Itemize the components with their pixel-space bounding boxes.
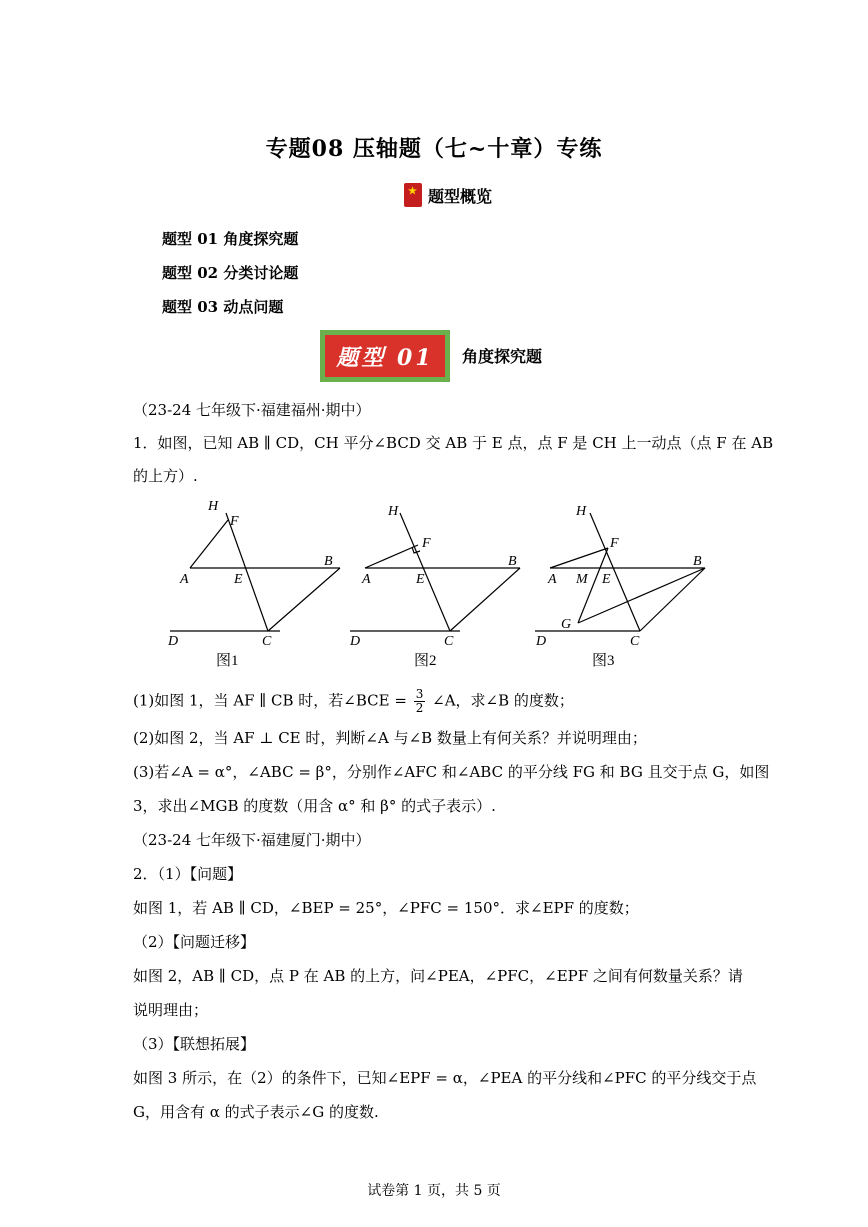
fig3-label-f: F xyxy=(610,536,619,551)
q2-head: 2．（1）【问题】 xyxy=(133,865,243,883)
q2-sub3: （3）【联想拓展】 xyxy=(133,1035,256,1053)
q2-p1: 如图 1，若 AB ∥ CD，∠BEP = 25°，∠PFC = 150°．求∠EPF 的度数； xyxy=(133,899,639,917)
figure-3 xyxy=(535,513,705,631)
fig3-caption: 图3 xyxy=(592,653,615,669)
fraction xyxy=(414,688,426,715)
q1-stem-line2: 的上方）. xyxy=(133,467,198,485)
q1-part1-b: ∠A，求∠B 的度数； xyxy=(432,691,574,710)
q2-source: （23-24 七年级下·福建厦门·期中） xyxy=(133,831,371,849)
section-badge xyxy=(320,330,450,382)
q1-figures xyxy=(150,495,730,675)
q1-part2: (2)如图 2，当 AF ⊥ CE 时，判断∠A 与∠B 数量上有何关系？并说明理由； xyxy=(133,729,647,747)
fig2-label-a: A xyxy=(362,572,371,587)
q1-part1 xyxy=(133,688,574,715)
fig3-label-b: B xyxy=(693,554,702,569)
fig1-label-a: A xyxy=(180,572,189,587)
fig2-label-b: B xyxy=(508,554,517,569)
toc-item: 题型 01 角度探究题 xyxy=(162,230,299,248)
fig2-label-h: H xyxy=(388,504,399,519)
q1-source: （23-24 七年级下·福建福州·期中） xyxy=(133,401,371,419)
q1-part1-a: (1)如图 1，当 AF ∥ CB 时，若∠BCE = xyxy=(133,691,407,710)
fig3-label-d: D xyxy=(536,634,547,649)
fig2-caption: 图2 xyxy=(414,653,437,669)
page-footer: 试卷第 1 页，共 5 页 xyxy=(367,1183,501,1199)
q1-stem-line1: 1．如图，已知 AB ∥ CD，CH 平分∠BCD 交 AB 于 E 点，点 F 是 CH 上一动点（点 F 在 AB xyxy=(133,434,774,452)
q2-p3-line2: G，用含有 α 的式子表示∠G 的度数. xyxy=(133,1103,379,1121)
fig1-label-f: F xyxy=(230,514,239,529)
page-title: 专题08 压轴题（七~十章）专练 xyxy=(265,136,603,162)
toc-item: 题型 02 分类讨论题 xyxy=(162,264,299,282)
overview-label: 题型概览 xyxy=(428,186,493,206)
overview-heading xyxy=(404,182,492,208)
fig1-label-c: C xyxy=(262,634,272,649)
fig1-label-d: D xyxy=(168,634,179,649)
fraction-numerator: 3 xyxy=(415,687,424,701)
fig2-label-e: E xyxy=(416,572,425,587)
q2-p3-line1: 如图 3 所示，在（2）的条件下，已知∠EPF = α，∠PEA 的平分线和∠PFC 的平分线交于点 xyxy=(133,1069,757,1087)
q1-part3-line2: 3，求出∠MGB 的度数（用含 α° 和 β° 的式子表示）. xyxy=(133,797,496,815)
q2-p2-line2: 说明理由； xyxy=(133,1001,209,1019)
fig2-label-f: F xyxy=(422,536,431,551)
figure-2 xyxy=(350,513,520,631)
fig3-label-e: E xyxy=(602,572,611,587)
q1-part3-line1: (3)若∠A = α°，∠ABC = β°，分别作∠AFC 和∠ABC 的平分线 FG 和 BG 且交于点 G，如图 xyxy=(133,763,770,781)
fig3-label-m: M xyxy=(576,572,588,587)
fig2-label-c: C xyxy=(444,634,454,649)
fraction-denominator: 2 xyxy=(415,701,424,715)
q2-sub2: （2）【问题迁移】 xyxy=(133,933,256,951)
fig1-label-b: B xyxy=(324,554,333,569)
section-label: 角度探究题 xyxy=(462,347,543,366)
fig3-label-a: A xyxy=(548,572,557,587)
toc-item: 题型 03 动点问题 xyxy=(162,298,284,316)
figure-1 xyxy=(170,513,340,631)
fig3-label-c: C xyxy=(630,634,640,649)
fig3-label-g: G xyxy=(561,617,572,632)
fig1-caption: 图1 xyxy=(216,653,239,669)
book-icon xyxy=(404,183,422,207)
fig2-label-d: D xyxy=(350,634,361,649)
fig1-label-e: E xyxy=(234,572,243,587)
q2-p2-line1: 如图 2，AB ∥ CD，点 P 在 AB 的上方，问∠PEA，∠PFC，∠EPF 之间有何数量关系？请 xyxy=(133,967,743,985)
section-badge-text: 题型 01 xyxy=(325,335,445,377)
fig1-label-h: H xyxy=(208,499,219,514)
fig3-label-h: H xyxy=(576,504,587,519)
